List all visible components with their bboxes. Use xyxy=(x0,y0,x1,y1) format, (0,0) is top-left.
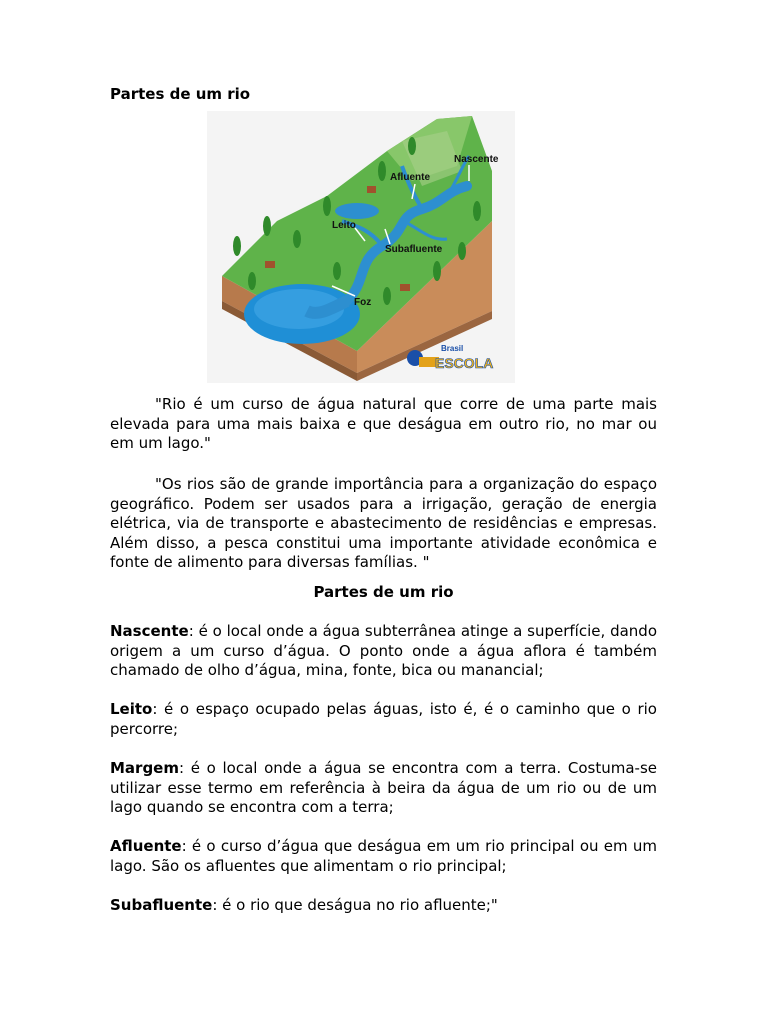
term-subafluente: Subafluente xyxy=(110,896,213,914)
label-nascente: Nascente xyxy=(454,154,499,165)
definition-text-subafluente: : é o rio que deságua no rio afluente;" xyxy=(212,896,498,914)
definition-nascente xyxy=(110,622,657,681)
river-parts-diagram xyxy=(207,111,515,383)
document-title: Partes de um rio xyxy=(110,85,251,103)
term-margem: Margem xyxy=(110,759,179,777)
svg-text:ESCOLA: ESCOLA xyxy=(435,355,494,371)
definition-text-afluente: : é o curso d’água que deságua em um rio principal ou em um lago. São os afluentes que alimentam o rio principal; xyxy=(110,837,657,875)
definition-margem xyxy=(110,759,657,818)
definition-leito xyxy=(110,700,657,739)
definition-text-leito: : é o espaço ocupado pelas águas, isto é, é o caminho que o rio percorre; xyxy=(110,700,657,738)
label-leito: Leito xyxy=(332,220,356,231)
definition-afluente xyxy=(110,837,657,876)
label-afluente: Afluente xyxy=(390,172,430,183)
svg-text:Brasil: Brasil xyxy=(441,344,464,353)
section-title: Partes de um rio xyxy=(313,583,454,601)
definition-text-nascente: : é o local onde a água subterrânea atinge a superfície, dando origem a um curso d’água. O ponto onde a água aflora é também chamado de olho d’água, mina, fonte, bica ou manancial; xyxy=(110,622,657,679)
term-afluente: Afluente xyxy=(110,837,182,855)
term-leito: Leito xyxy=(110,700,153,718)
label-foz: Foz xyxy=(354,297,372,308)
quote-paragraph-1: "Rio é um curso de água natural que corre de uma parte mais elevada para uma mais baixa e que deságua em outro rio, no mar ou em um lago." xyxy=(110,395,657,452)
definition-text-margem: : é o local onde a água se encontra com a terra. Costuma-se utilizar esse termo em referência à beira da água de um rio ou de um lago quando se encontra com a terra; xyxy=(110,759,657,816)
definition-subafluente xyxy=(110,896,657,916)
label-subafluente: Subafluente xyxy=(385,244,443,255)
river-diagram-illustration xyxy=(207,111,515,383)
term-nascente: Nascente xyxy=(110,622,189,640)
quote-paragraph-2: "Os rios são de grande importância para a organização do espaço geográfico. Podem ser usados para a irrigação, geração de energia elétrica, via de transporte e abastecimento de residências e empresas. Além disso, a pesca constitui uma importante atividade econômica e fonte de alimento para diversas famílias. " xyxy=(110,475,657,571)
